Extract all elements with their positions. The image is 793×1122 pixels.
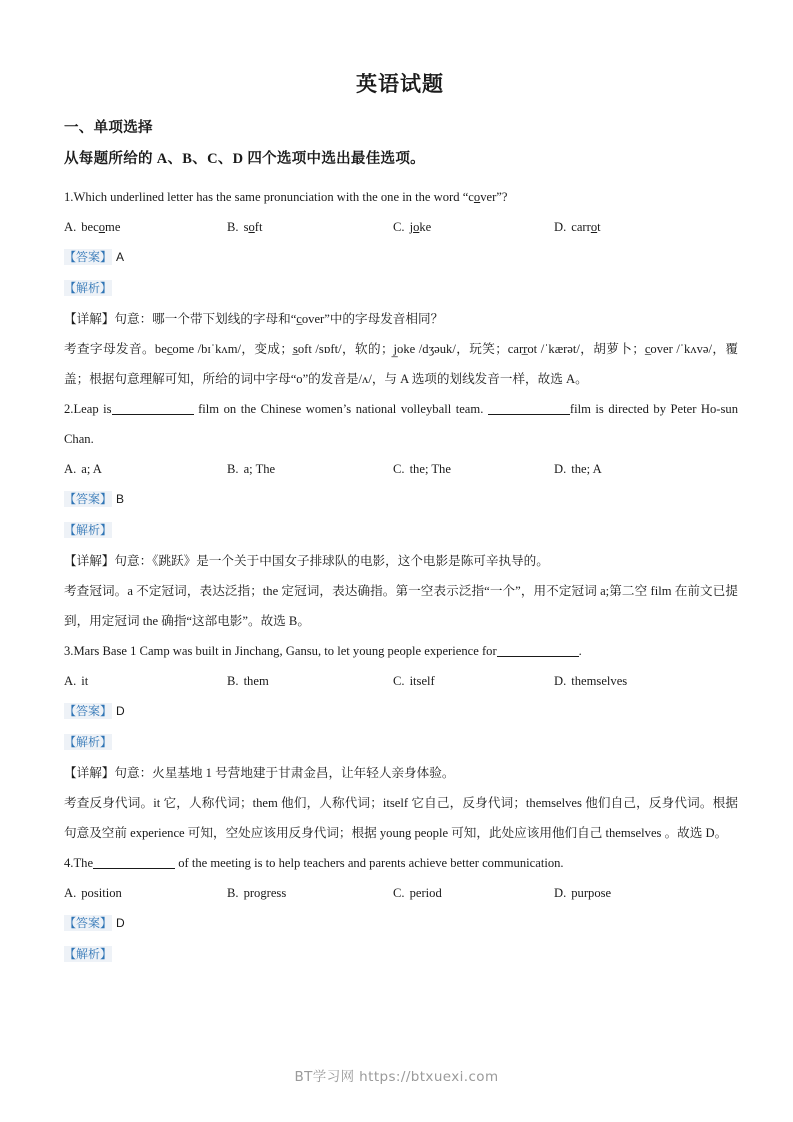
option-c-label: C. (393, 674, 405, 688)
option-c-label: C. (393, 462, 405, 476)
option-b-underline: o (248, 220, 255, 234)
option-d-pre: carr (571, 220, 591, 234)
option-d-label: D. (554, 674, 567, 688)
question-2-answer-line (64, 484, 738, 515)
question-2-option-b[interactable] (227, 454, 393, 484)
question-2-option-d[interactable] (554, 454, 714, 484)
question-3-blank-1 (497, 656, 579, 657)
option-a-underline: o (98, 220, 106, 234)
question-1-analysis-line (64, 273, 738, 304)
question-3-option-c[interactable] (393, 666, 554, 696)
question-1-option-a[interactable] (64, 212, 227, 242)
question-2-blank-2 (488, 414, 570, 415)
option-c-pre: j (409, 220, 414, 234)
question-4-analysis-line (64, 939, 738, 970)
question-3-analysis-line (64, 727, 738, 758)
analysis-tag: 【解析】 (64, 735, 113, 749)
question-4-option-d[interactable] (554, 878, 714, 908)
question-2-option-c[interactable] (393, 454, 554, 484)
question-2-options (64, 454, 738, 484)
question-4-option-c[interactable] (393, 878, 554, 908)
option-d-label: D. (554, 886, 567, 900)
question-3-answer-line (64, 696, 738, 727)
question-3-stem-part1: Mars Base 1 Camp was built in Jinchang, Gansu, to let young people experience for (73, 644, 497, 658)
analysis-tag: 【解析】 (64, 281, 113, 295)
option-d-underline: o (590, 220, 598, 234)
question-3-number: 3. (64, 644, 74, 658)
question-4-blank-1 (93, 868, 175, 869)
answer-tag: 【答案】 (64, 916, 113, 930)
option-d-post: t (597, 220, 601, 234)
question-3-option-a[interactable] (64, 666, 227, 696)
option-c-underline: o (413, 220, 420, 234)
question-4-number: 4. (64, 856, 74, 870)
question-3-options (64, 666, 738, 696)
option-d-label: D. (554, 220, 567, 234)
question-1-option-d[interactable] (554, 212, 714, 242)
question-3-detail-text-1: 句意：火星基地 1 号营地建于甘肃金昌，让年轻人亲身体验。 (114, 766, 455, 780)
detail-tag: 【详解】 (64, 312, 115, 326)
option-a-label: A. (64, 462, 77, 476)
option-a-post: me (105, 220, 121, 234)
option-c-label: C. (393, 886, 405, 900)
question-4-stem-part1: The (73, 856, 94, 870)
question-1-option-c[interactable] (393, 212, 554, 242)
option-b-text: progress (243, 886, 287, 900)
question-2-answer-value: B (116, 492, 125, 506)
option-a-label: A. (64, 220, 77, 234)
option-c-text: itself (409, 674, 435, 688)
option-c-text: the; The (409, 462, 451, 476)
section-heading: 一、单项选择 (64, 120, 153, 136)
question-4-option-b[interactable] (227, 878, 393, 908)
answer-tag: 【答案】 (64, 704, 113, 718)
detail-tag: 【详解】 (64, 554, 115, 568)
page-title: 英语试题 (356, 72, 444, 96)
question-4-option-a[interactable] (64, 878, 227, 908)
footer-watermark: BT学习网 https://btxuexi.com (294, 1069, 499, 1085)
question-2-detail-text-1: 句意：《跳跃》是一个关于中国女子排球队的电影，这个电影是陈可辛执导的。 (114, 554, 549, 568)
question-2-blank-1 (112, 414, 194, 415)
question-1-stem-underline: o (473, 190, 481, 204)
option-a-text: it (81, 674, 89, 688)
question-1-option-b[interactable] (227, 212, 393, 242)
option-a-pre: bec (81, 220, 99, 234)
option-b-label: B. (227, 220, 239, 234)
option-d-label: D. (554, 462, 567, 476)
option-d-text: purpose (571, 886, 612, 900)
option-b-label: B. (227, 462, 239, 476)
option-a-label: A. (64, 886, 77, 900)
question-2-stem (64, 394, 738, 454)
option-c-label: C. (393, 220, 405, 234)
analysis-tag: 【解析】 (64, 947, 113, 961)
option-d-text: themselves (571, 674, 628, 688)
option-a-text: position (81, 886, 122, 900)
option-c-text: period (409, 886, 442, 900)
question-2-stem-part3: film is directed by Peter Ho-sun Chan. (64, 402, 738, 446)
question-1-answer-line (64, 242, 738, 273)
question-4-stem-part3: of the meeting is to help teachers and parents achieve better communication. (178, 856, 564, 870)
question-2-number: 2. (64, 402, 74, 416)
question-4-answer-line (64, 908, 738, 939)
option-a-text: a; A (81, 462, 102, 476)
question-1-stem-text: Which underlined letter has the same pronunciation with the one in the word “c (73, 190, 474, 204)
question-2-stem-part2: film on the Chinese women’s national volleyball team. (198, 402, 484, 416)
option-b-label: B. (227, 674, 239, 688)
question-2-detail-1 (64, 546, 738, 576)
question-2-stem-part1: Leap is (73, 402, 112, 416)
question-3-detail-1 (64, 758, 738, 788)
option-a-label: A. (64, 674, 77, 688)
question-4-answer-value: D (116, 916, 125, 930)
question-1-answer-value: A (116, 250, 125, 264)
question-3-option-b[interactable] (227, 666, 393, 696)
question-1-stem-tail: ver”? (480, 190, 508, 204)
section-instruction: 从每题所给的 A、B、C、D 四个选项中选出最佳选项。 (64, 151, 425, 167)
question-2-detail-2: 考查冠词。a 不定冠词，表达泛指；the 定冠词，表达确指。第一空表示泛指“一个”，用不定冠词 a;第二空 film 在前文已提到，用定冠词 the 确指“这部电影”。故选 B。 (64, 584, 738, 628)
question-4-options (64, 878, 738, 908)
question-1-stem (64, 182, 738, 212)
option-c-post: ke (419, 220, 432, 234)
option-b-text: them (243, 674, 269, 688)
detail-tag: 【详解】 (64, 766, 115, 780)
question-2-option-a[interactable] (64, 454, 227, 484)
question-3-detail-2: 考查反身代词。it 它，人称代词；them 他们，人称代词；itself 它自己，反身代词；themselves 他们自己，反身代词。根据句意及空前 experience 可知，空处应该用反身代词；根据 young people 可知，此处应该用他们自己 themselves 。故选 D。 (64, 796, 738, 840)
question-3-stem (64, 636, 738, 666)
question-2-analysis-line (64, 515, 738, 546)
answer-tag: 【答案】 (64, 250, 113, 264)
question-4-stem (64, 848, 738, 878)
answer-tag: 【答案】 (64, 492, 113, 506)
question-1-detail-text-1: 句意：哪一个带下划线的字母和“c̲over”中的字母发音相同？ (114, 312, 444, 326)
option-d-text: the; A (571, 462, 602, 476)
analysis-tag: 【解析】 (64, 523, 113, 537)
question-3-answer-value: D (116, 704, 125, 718)
option-b-label: B. (227, 886, 239, 900)
question-1-detail-1 (64, 304, 738, 334)
option-b-post: ft (254, 220, 263, 234)
option-b-text: a; The (243, 462, 276, 476)
question-1-detail-2: 考查字母发音。bec̲ome /bɪˈkʌm/，变成；s̲oft /sɒft/，软的；j̲oke /dʒəuk/，玩笑；carr̲ot /ˈkærət/，胡萝卜；c̲over /ˈkʌvə/，覆盖；根据句意理解可知，所给的词中字母“o”的发音是/ʌ/，与 A 选项的划线发音一样，故选 A。 (64, 342, 738, 386)
question-3-option-d[interactable] (554, 666, 714, 696)
option-b-pre: s (243, 220, 249, 234)
question-1-options (64, 212, 738, 242)
question-1-number: 1. (64, 190, 74, 204)
question-3-stem-part3: . (578, 644, 582, 658)
